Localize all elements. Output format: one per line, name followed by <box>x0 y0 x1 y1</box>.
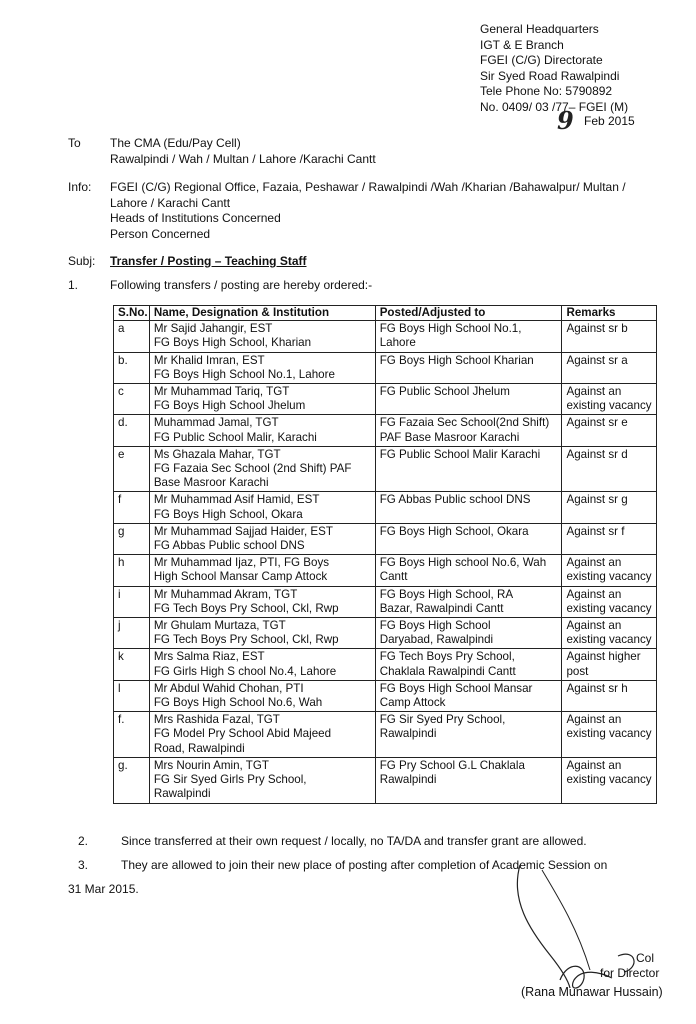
cell-name <box>149 446 375 492</box>
cell-posted-line: Bazar, Rawalpindi Cantt <box>379 601 504 615</box>
table-row <box>114 649 657 680</box>
cell-remarks <box>562 492 657 523</box>
cell-posted <box>375 618 562 649</box>
column-header-name: Name, Designation & Institution <box>149 306 375 321</box>
cell-posted-line: FG Boys High school No.6, Wah <box>379 556 547 570</box>
cell-name <box>149 586 375 617</box>
para-3-number: 3. <box>78 858 89 872</box>
signatory-rank: Col <box>636 951 655 965</box>
table-row <box>114 321 657 352</box>
cell-posted-line: FG Sir Syed Pry School, <box>379 713 506 727</box>
cell-remarks-line: Against sr g <box>566 493 628 507</box>
table-row <box>114 492 657 523</box>
cell-posted-line: FG Fazaia Sec School(2nd Shift) <box>379 416 550 430</box>
info-line: Person Concerned <box>110 226 211 241</box>
cell-remarks <box>562 586 657 617</box>
cell-remarks-line: Against an <box>566 587 622 601</box>
cell-remarks <box>562 523 657 554</box>
cell-posted-line: FG Boys High School <box>379 619 491 633</box>
cell-posted <box>375 555 562 586</box>
cell-remarks <box>562 680 657 711</box>
cell-posted-line: FG Boys High School No.1, <box>379 322 522 336</box>
info-line: FGEI (C/G) Regional Office, Fazaia, Peshawar / Rawalpindi /Wah /Kharian /Bahawalpur/ Multan / <box>110 180 626 194</box>
cell-name <box>149 649 375 680</box>
cell-sno: h <box>114 555 150 586</box>
cell-name <box>149 492 375 523</box>
table-body <box>114 321 657 803</box>
cell-posted-line: Daryabad, Rawalpindi <box>379 633 494 647</box>
cell-name-line: FG Boys High School Jhelum <box>153 399 306 413</box>
cell-name-line: Road, Rawalpindi <box>153 741 245 755</box>
cell-name-line: FG Sir Syed Girls Pry School, <box>153 773 307 787</box>
cell-name-line: FG Boys High School No.1, Lahore <box>153 367 335 381</box>
to-addressees <box>110 136 376 167</box>
cell-remarks-line: Against sr d <box>566 447 628 461</box>
cell-name-line: FG Boys High School, Kharian <box>153 336 312 350</box>
cell-name-line: Mr Muhammad Ijaz, PTI, FG Boys <box>153 556 330 570</box>
cell-name <box>149 680 375 711</box>
cell-name-line: FG Tech Boys Pry School, Ckl, Rwp <box>153 601 339 615</box>
cell-name <box>149 415 375 446</box>
cell-posted-line: FG Public School Malir Karachi <box>379 447 541 461</box>
para-1-text: Following transfers / posting are hereby ordered:- <box>110 278 373 292</box>
subject-text: Transfer / Posting – Teaching Staff <box>110 254 307 268</box>
cell-remarks <box>562 649 657 680</box>
cell-name-line: Mr Sajid Jahangir, EST <box>153 322 273 336</box>
cell-posted <box>375 384 562 415</box>
cell-posted-line: FG Pry School G.L Chaklala <box>379 758 525 772</box>
column-header-sno: S.No. <box>114 306 150 321</box>
table-row <box>114 352 657 383</box>
cell-remarks-line: existing vacancy <box>566 727 652 741</box>
cell-name <box>149 352 375 383</box>
cell-sno: i <box>114 586 150 617</box>
cell-sno: c <box>114 384 150 415</box>
header-line: Tele Phone No: 5790892 <box>480 84 613 98</box>
cell-sno: j <box>114 618 150 649</box>
para-2-text: Since transferred at their own request / locally, no TA/DA and transfer grant are allowed. <box>121 834 587 848</box>
table-row <box>114 523 657 554</box>
cell-remarks <box>562 415 657 446</box>
cell-posted-line: FG Boys High School Kharian <box>379 353 534 367</box>
header-line: FGEI (C/G) Directorate <box>480 53 603 67</box>
cell-remarks-line: Against sr b <box>566 322 628 336</box>
cell-name-line: FG Girls High S chool No.4, Lahore <box>153 664 337 678</box>
cell-posted-line: FG Boys High School, Okara <box>379 524 529 538</box>
cell-posted <box>375 352 562 383</box>
cell-name-line: Mr Khalid Imran, EST <box>153 353 265 367</box>
cell-name-line: Mrs Rashida Fazal, TGT <box>153 713 280 727</box>
cell-remarks-line: existing vacancy <box>566 773 652 787</box>
cell-remarks <box>562 352 657 383</box>
cell-sno: k <box>114 649 150 680</box>
cell-posted <box>375 446 562 492</box>
cell-posted <box>375 523 562 554</box>
cell-posted-line: Camp Attock <box>379 696 446 710</box>
info-line: Lahore / Karachi Cantt <box>110 195 231 210</box>
table-row <box>114 446 657 492</box>
cell-remarks-line: Against an <box>566 385 622 399</box>
cell-remarks-line: Against sr h <box>566 681 628 695</box>
cell-posted-line: FG Tech Boys Pry School, <box>379 650 515 664</box>
cell-remarks-line: post <box>566 664 589 678</box>
transfer-table <box>113 305 657 804</box>
cell-posted <box>375 757 562 803</box>
cell-remarks-line: Against an <box>566 619 622 633</box>
to-line: Rawalpindi / Wah / Multan / Lahore /Karachi Cantt <box>110 151 376 166</box>
cell-posted <box>375 586 562 617</box>
cell-remarks-line: Against an <box>566 758 622 772</box>
table-row <box>114 618 657 649</box>
cell-posted-line: FG Boys High School, RA <box>379 587 514 601</box>
cell-posted-line: Chaklala Rawalpindi Cantt <box>379 664 516 678</box>
table-row <box>114 555 657 586</box>
date-month-year: Feb 2015 <box>584 114 635 128</box>
cell-name-line: Mr Muhammad Sajjad Haider, EST <box>153 524 333 538</box>
cell-name <box>149 757 375 803</box>
cell-posted <box>375 680 562 711</box>
info-label: Info: <box>68 180 92 194</box>
table-row <box>114 586 657 617</box>
table-row <box>114 712 657 758</box>
table-row <box>114 680 657 711</box>
cell-name-line: FG Model Pry School Abid Majeed <box>153 727 332 741</box>
cell-remarks <box>562 321 657 352</box>
cell-name <box>149 523 375 554</box>
cell-name-line: FG Tech Boys Pry School, Ckl, Rwp <box>153 633 339 647</box>
cell-name-line: Mr Muhammad Tariq, TGT <box>153 385 290 399</box>
column-header-remarks: Remarks <box>562 306 657 321</box>
header-line: General Headquarters <box>480 22 599 36</box>
to-label: To <box>68 136 81 150</box>
cell-remarks <box>562 446 657 492</box>
cell-remarks-line: existing vacancy <box>566 570 652 584</box>
cell-posted <box>375 649 562 680</box>
signatory-name: (Rana Munawar Hussain) <box>521 985 663 999</box>
cell-posted-line: FG Abbas Public school DNS <box>379 493 531 507</box>
cell-remarks <box>562 618 657 649</box>
cell-sno: b. <box>114 352 150 383</box>
para-1-number: 1. <box>68 278 79 292</box>
cell-remarks <box>562 555 657 586</box>
cell-remarks-line: Against higher <box>566 650 641 664</box>
cell-remarks-line: existing vacancy <box>566 601 652 615</box>
table-header-row <box>114 306 657 321</box>
reference-number: No. 0409/ 03 /77– FGEI (M) <box>480 99 629 114</box>
cell-name-line: Mr Muhammad Akram, TGT <box>153 587 298 601</box>
cell-posted-line: Rawalpindi <box>379 727 437 741</box>
cell-name-line: FG Abbas Public school DNS <box>153 539 305 553</box>
cell-name-line: Mrs Nourin Amin, TGT <box>153 758 269 772</box>
table-row <box>114 757 657 803</box>
cell-remarks <box>562 384 657 415</box>
cell-posted-line: PAF Base Masroor Karachi <box>379 430 520 444</box>
cell-posted-line: FG Boys High School Mansar <box>379 681 533 695</box>
letter-date <box>557 106 677 135</box>
cell-name-line: FG Public School Malir, Karachi <box>153 430 317 444</box>
cell-posted-line: FG Public School Jhelum <box>379 385 510 399</box>
info-line: Heads of Institutions Concerned <box>110 211 281 225</box>
cell-sno: f <box>114 492 150 523</box>
subject-label: Subj: <box>68 254 96 268</box>
cell-posted-line: Rawalpindi <box>379 773 437 787</box>
cell-name <box>149 618 375 649</box>
cell-name-line: Base Masroor Karachi <box>153 476 269 490</box>
cell-name-line: Mr Muhammad Asif Hamid, EST <box>153 493 320 507</box>
cell-posted <box>375 492 562 523</box>
para-3-continuation: 31 Mar 2015. <box>68 882 139 896</box>
signatory-for-line: for Director <box>600 966 660 980</box>
cell-name-line: FG Boys High School No.6, Wah <box>153 696 323 710</box>
cell-sno: d. <box>114 415 150 446</box>
info-recipients <box>110 180 660 242</box>
cell-posted-line: Lahore <box>379 336 416 350</box>
cell-posted <box>375 712 562 758</box>
cell-sno: l <box>114 680 150 711</box>
cell-sno: a <box>114 321 150 352</box>
cell-name-line: FG Boys High School, Okara <box>153 507 303 521</box>
cell-name-line: High School Mansar Camp Attock <box>153 570 328 584</box>
header-line: IGT & E Branch <box>480 37 564 52</box>
cell-name <box>149 555 375 586</box>
cell-remarks-line: existing vacancy <box>566 399 652 413</box>
cell-sno: g <box>114 523 150 554</box>
date-day-handwritten: 9 <box>557 106 574 135</box>
cell-name <box>149 712 375 758</box>
cell-name-line: Mr Ghulam Murtaza, TGT <box>153 619 286 633</box>
para-2-number: 2. <box>78 834 89 848</box>
cell-remarks-line: Against an <box>566 556 622 570</box>
cell-name <box>149 384 375 415</box>
cell-name-line: Mrs Salma Riaz, EST <box>153 650 265 664</box>
cell-posted <box>375 321 562 352</box>
cell-name-line: Ms Ghazala Mahar, TGT <box>153 447 281 461</box>
cell-remarks <box>562 757 657 803</box>
cell-sno: g. <box>114 757 150 803</box>
column-header-posted: Posted/Adjusted to <box>375 306 562 321</box>
to-line: The CMA (Edu/Pay Cell) <box>110 136 241 150</box>
cell-name-line: FG Fazaia Sec School (2nd Shift) PAF <box>153 462 352 476</box>
cell-remarks-line: Against sr e <box>566 416 628 430</box>
table-row <box>114 415 657 446</box>
cell-remarks-line: Against sr a <box>566 353 628 367</box>
cell-sno: f. <box>114 712 150 758</box>
cell-name-line: Mr Abdul Wahid Chohan, PTI <box>153 681 304 695</box>
cell-remarks <box>562 712 657 758</box>
cell-name <box>149 321 375 352</box>
cell-name-line: Muhammad Jamal, TGT <box>153 416 279 430</box>
cell-remarks-line: existing vacancy <box>566 633 652 647</box>
cell-remarks-line: Against sr f <box>566 524 625 538</box>
cell-sno: e <box>114 446 150 492</box>
para-3-text: They are allowed to join their new place of posting after completion of Academic Session on <box>121 858 608 872</box>
cell-posted-line: Cantt <box>379 570 408 584</box>
cell-posted <box>375 415 562 446</box>
header-line: Sir Syed Road Rawalpindi <box>480 68 620 83</box>
table-row <box>114 384 657 415</box>
cell-remarks-line: Against an <box>566 713 622 727</box>
letter-header <box>480 22 628 115</box>
cell-name-line: Rawalpindi <box>153 787 211 801</box>
